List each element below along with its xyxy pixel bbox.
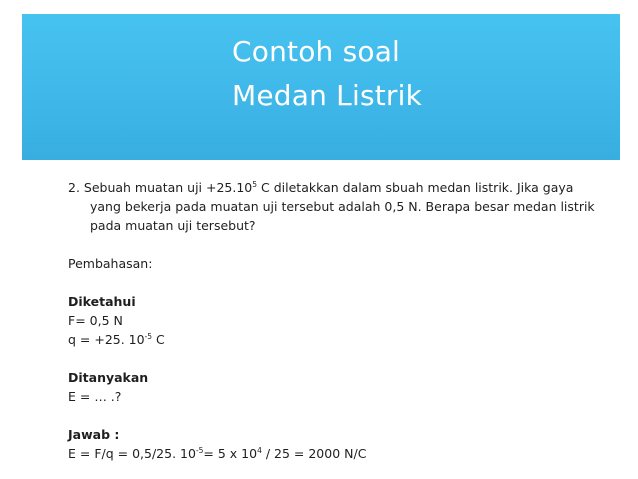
jawab-exponent-2: 4 [257,446,262,455]
question-suffix: C diletakkan dalam sbuah medan listrik. Jika gaya yang bekerja pada muatan uji tersebut adalah 0,5 N. Berapa besar medan listrik pada muatan uji tersebut? [90,180,595,233]
jawab-line [68,444,608,463]
question-text [68,178,608,235]
jawab-exponent-1: -5 [195,446,204,455]
question-prefix: 2. Sebuah muatan uji +25.10 [68,180,253,195]
jawab-heading: Jawab : [68,427,120,442]
jawab-part-1: E = F/q = 0,5/25. 10 [68,446,196,461]
jawab-part-2: = 5 x 10 [203,446,258,461]
title-line-2: Medan Listrik [232,79,423,112]
title-line-1: Contoh soal [232,35,401,68]
slide-body [68,178,608,463]
charge-exponent: -5 [144,332,153,341]
diketahui-heading: Diketahui [68,294,136,309]
ditanyakan-line: E = … .? [68,389,122,404]
slide-title [232,30,492,118]
question-exponent: 5 [252,180,258,189]
charge-suffix: C [152,332,165,347]
charge-prefix: q = +25. 10 [68,332,145,347]
diketahui-charge [68,330,608,349]
jawab-part-3: / 25 = 2000 N/C [261,446,367,461]
ditanyakan-heading: Ditanyakan [68,370,149,385]
pembahasan-label: Pembahasan: [68,256,153,271]
diketahui-force: F= 0,5 N [68,313,123,328]
